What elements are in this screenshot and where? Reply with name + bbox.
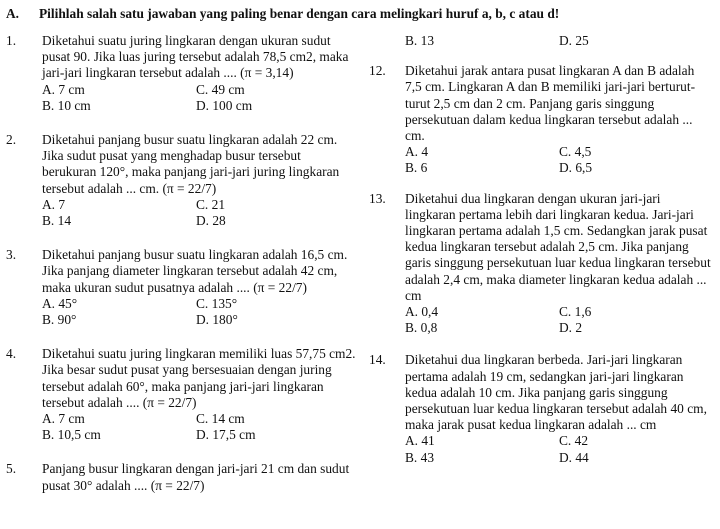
- question-stem: Diketahui dua lingkaran berbeda. Jari-jari lingkaran pertama adalah 19 cm, sedangkan jari-jari lingkaran kedua adalah 10 cm. Jika panjang garis singgung persekutuan luar kedua lingkaran tersebut adalah 40 cm, maka jarak pusat kedua lingkaran adalah ... cm: [405, 352, 707, 433]
- instruction-text: Pilihlah salah satu jawaban yang paling benar dengan cara melingkari huruf a, b, c atau d!: [39, 6, 560, 21]
- question-number: 5.: [6, 461, 17, 477]
- answer-options: [405, 144, 714, 176]
- option-d[interactable]: D. 28: [196, 213, 226, 229]
- option-b[interactable]: B. 10 cm: [42, 97, 91, 113]
- question-1: [6, 33, 358, 114]
- answer-options: [42, 411, 358, 443]
- answer-options: [42, 197, 358, 229]
- option-d[interactable]: D. 44: [559, 449, 589, 465]
- answer-options: [405, 433, 714, 465]
- option-b[interactable]: B. 90°: [42, 312, 77, 328]
- question-stem: Diketahui suatu juring lingkaran dengan ukuran sudut pusat 90. Jika luas juring tersebut adalah 78,5 cm2, maka jari-jari lingkaran tersebut adalah .... (π = 3,14): [42, 33, 349, 81]
- option-b[interactable]: B. 0,8: [405, 320, 438, 336]
- question-number: 2.: [6, 132, 17, 148]
- answer-options: [42, 82, 358, 114]
- option-b[interactable]: B. 14: [42, 213, 72, 229]
- question-stem: Panjang busur lingkaran dengan jari-jari 21 cm dan sudut pusat 30° adalah .... (π = 22/7): [42, 461, 350, 493]
- option-d[interactable]: D. 25: [559, 33, 589, 48]
- option-a[interactable]: A. 7: [42, 196, 66, 212]
- question-12: [369, 63, 714, 176]
- option-c[interactable]: C. 42: [559, 433, 589, 449]
- answer-options: [405, 33, 714, 49]
- option-a[interactable]: A. 7 cm: [42, 81, 85, 97]
- question-11-options-continued: [369, 33, 714, 49]
- option-d[interactable]: D. 180°: [196, 312, 238, 328]
- question-number: 14.: [369, 352, 386, 368]
- question-2: [6, 132, 358, 229]
- instruction-heading: [6, 6, 559, 22]
- question-number: 12.: [369, 63, 386, 79]
- option-c[interactable]: C. 135°: [196, 295, 238, 311]
- option-b[interactable]: B. 10,5 cm: [42, 427, 101, 443]
- option-c[interactable]: C. 1,6: [559, 304, 592, 320]
- left-column: [6, 33, 358, 494]
- question-number: 1.: [6, 33, 17, 48]
- question-stem: Diketahui panjang busur suatu lingkaran adalah 16,5 cm. Jika panjang diameter lingkaran tersebut adalah 42 cm, maka ukuran sudut pusatnya adalah .... (π = 22/7): [42, 247, 348, 295]
- question-13: [369, 191, 714, 337]
- option-b[interactable]: B. 13: [405, 33, 435, 48]
- question-14: [369, 352, 714, 465]
- question-stem: Diketahui panjang busur suatu lingkaran adalah 22 cm. Jika sudut pusat yang menghadap busur tersebut berukuran 120°, maka panjang jari-jari juring lingkaran tersebut adalah ... cm. (π = 22/7): [42, 132, 340, 196]
- option-a[interactable]: A. 45°: [42, 295, 78, 311]
- option-a[interactable]: A. 4: [405, 144, 429, 160]
- question-3: [6, 247, 358, 328]
- section-label: A.: [6, 6, 20, 21]
- option-a[interactable]: A. 0,4: [405, 304, 439, 320]
- question-stem: Diketahui jarak antara pusat lingkaran A dan B adalah 7,5 cm. Lingkaran A dan B memiliki jari-jari berturut-turut 2,5 cm dan 2 cm. Panjang garis singgung persekutuan dalam kedua lingkaran tersebut adalah ... cm.: [405, 63, 696, 144]
- option-a[interactable]: A. 41: [405, 433, 435, 449]
- question-number: 3.: [6, 247, 17, 263]
- option-d[interactable]: D. 2: [559, 320, 583, 336]
- option-d[interactable]: D. 17,5 cm: [196, 427, 256, 443]
- option-b[interactable]: B. 43: [405, 449, 435, 465]
- option-c[interactable]: C. 4,5: [559, 144, 592, 160]
- option-c[interactable]: C. 49 cm: [196, 81, 245, 97]
- answer-options: [42, 296, 358, 328]
- option-b[interactable]: B. 6: [405, 160, 428, 176]
- answer-options: [405, 304, 714, 336]
- option-d[interactable]: D. 6,5: [559, 160, 593, 176]
- question-stem: Diketahui suatu juring lingkaran memiliki luas 57,75 cm2. Jika besar sudut pusat yang bersesuaian dengan juring tersebut adalah 60°, maka panjang jari-jari lingkaran tersebut adalah .... (π = 22/7): [42, 346, 356, 410]
- option-c[interactable]: C. 21: [196, 196, 226, 212]
- question-4: [6, 346, 358, 443]
- right-column: [369, 33, 714, 466]
- option-d[interactable]: D. 100 cm: [196, 97, 253, 113]
- option-c[interactable]: C. 14 cm: [196, 411, 245, 427]
- question-number: 13.: [369, 190, 386, 206]
- question-stem: Diketahui dua lingkaran dengan ukuran jari-jari lingkaran pertama lebih dari lingkaran kedua. Jari-jari lingkaran pertama adalah 1,5 cm. Sedangkan jarak pusat kedua lingkaran tersebut adalah 2,5 cm. Jika panjang garis singgung persekutuan luar kedua lingkaran tersebut adalah 2,4 cm, maka diameter lingkaran kedua adalah ... cm: [405, 190, 711, 303]
- option-a[interactable]: A. 7 cm: [42, 411, 85, 427]
- question-number: 4.: [6, 346, 17, 362]
- question-5: [6, 461, 358, 493]
